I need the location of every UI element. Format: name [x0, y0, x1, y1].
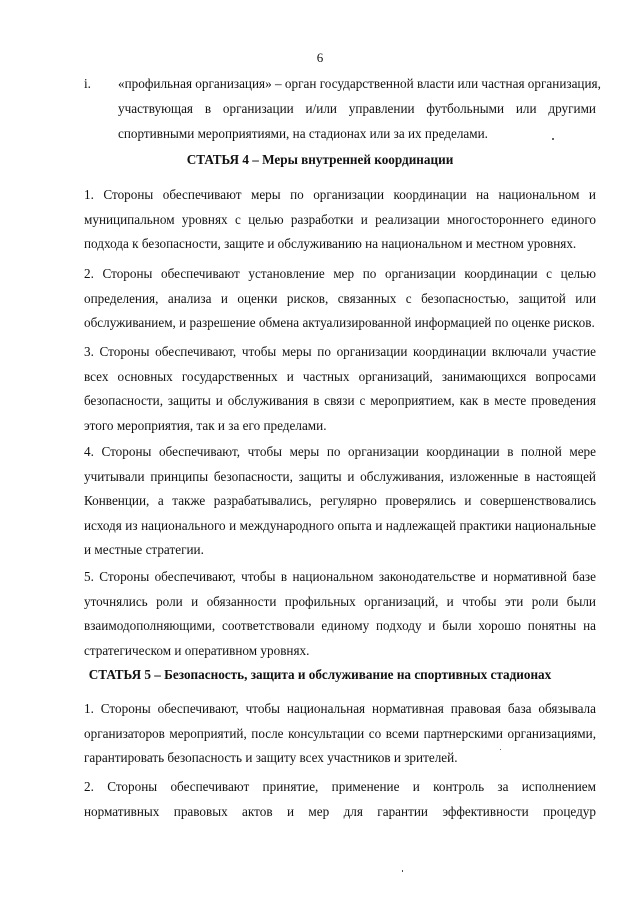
text-line: 5. Стороны обеспечивают, чтобы в национальном законодательстве и нормативной базе	[84, 569, 596, 584]
article-4-paragraph-5	[84, 565, 596, 663]
text-line: взаимодополняющими, соответствовали единому подходу и были хорошо понятны на	[84, 618, 596, 634]
text-line: 2. Стороны обеспечивают установление мер по организации координации с целью	[84, 266, 596, 281]
text-line: обслуживанием, и разрешение обмена актуализированной информацией по оценке рисков.	[84, 315, 595, 331]
scan-speck	[402, 870, 403, 872]
article-4-heading: СТАТЬЯ 4 – Меры внутренней координации	[186, 152, 454, 167]
text-line: стратегическом и оперативном уровнях.	[84, 642, 310, 658]
text-line: безопасности, защиты и обслуживания в связи с мероприятием, как в месте проведения	[84, 393, 596, 409]
article-5-paragraph-1	[84, 697, 596, 771]
text-line: нормативных правовых актов и мер для гарантии эффективности процедур	[84, 803, 596, 819]
text-line: 1. Стороны обеспечивают меры по организации координации на национальном и	[84, 187, 596, 202]
text-line: организаторов мероприятий, после консультации со всеми партнерскими организациями,	[84, 725, 596, 741]
text-line: участвующая в организации и/или управлении футбольными или другими	[118, 100, 596, 116]
definition-text	[118, 72, 601, 146]
article-4-paragraph-3	[84, 340, 596, 438]
text-line: 1. Стороны обеспечивают, чтобы национальная нормативная правовая база обязывала	[84, 701, 596, 716]
text-line: уточнялись роли и обязанности профильных организаций, и чтобы эти роли были	[84, 593, 596, 609]
scan-speck	[500, 749, 501, 750]
text-line: гарантировать безопасность и защиту всех участников и зрителей.	[84, 750, 458, 766]
definition-marker: i.	[84, 76, 91, 91]
text-line: исходя из национального и международного опыта и надлежащей практики национальные	[84, 517, 596, 533]
text-line: подхода к безопасности, защите и обслуживанию на национальном и местном уровнях.	[84, 236, 577, 252]
text-line: спортивными мероприятиями, на стадионах или за их пределами.	[118, 125, 488, 141]
article-4-paragraph-1	[84, 183, 596, 257]
text-line: всех основных государственных и частных организаций, занимающихся вопросами	[84, 368, 596, 384]
text-line: определения, анализа и оценки рисков, связанных с безопасностью, защитой или	[84, 290, 596, 306]
article-5-paragraph-2	[84, 775, 596, 824]
text-line: и местные стратегии.	[84, 542, 204, 558]
text-line: 3. Стороны обеспечивают, чтобы меры по организации координации включали участие	[84, 344, 596, 359]
scan-speck	[552, 138, 554, 140]
text-line: 2. Стороны обеспечивают принятие, применение и контроль за исполнением	[84, 779, 596, 794]
article-4-paragraph-4	[84, 440, 596, 563]
article-4-paragraph-2	[84, 262, 596, 336]
text-line: этого мероприятия, так и за его пределами.	[84, 417, 327, 433]
article-5-heading: СТАТЬЯ 5 – Безопасность, защита и обслуживание на спортивных стадионах	[88, 667, 552, 682]
text-line: Конвенции, а также разрабатывались, регулярно проверялись и совершенствовались	[84, 493, 596, 509]
text-line: 4. Стороны обеспечивают, чтобы меры по организации координации в полной мере	[84, 444, 596, 459]
text-line: муниципальном уровнях с целью разработки и реализации многостороннего единого	[84, 211, 596, 227]
page-number: 6	[316, 50, 324, 65]
text-line: «профильная организация» – орган государственной власти или частная организация,	[118, 76, 601, 91]
text-line: учитывали принципы безопасности, защиты и обслуживания, изложенные в настоящей	[84, 468, 596, 484]
